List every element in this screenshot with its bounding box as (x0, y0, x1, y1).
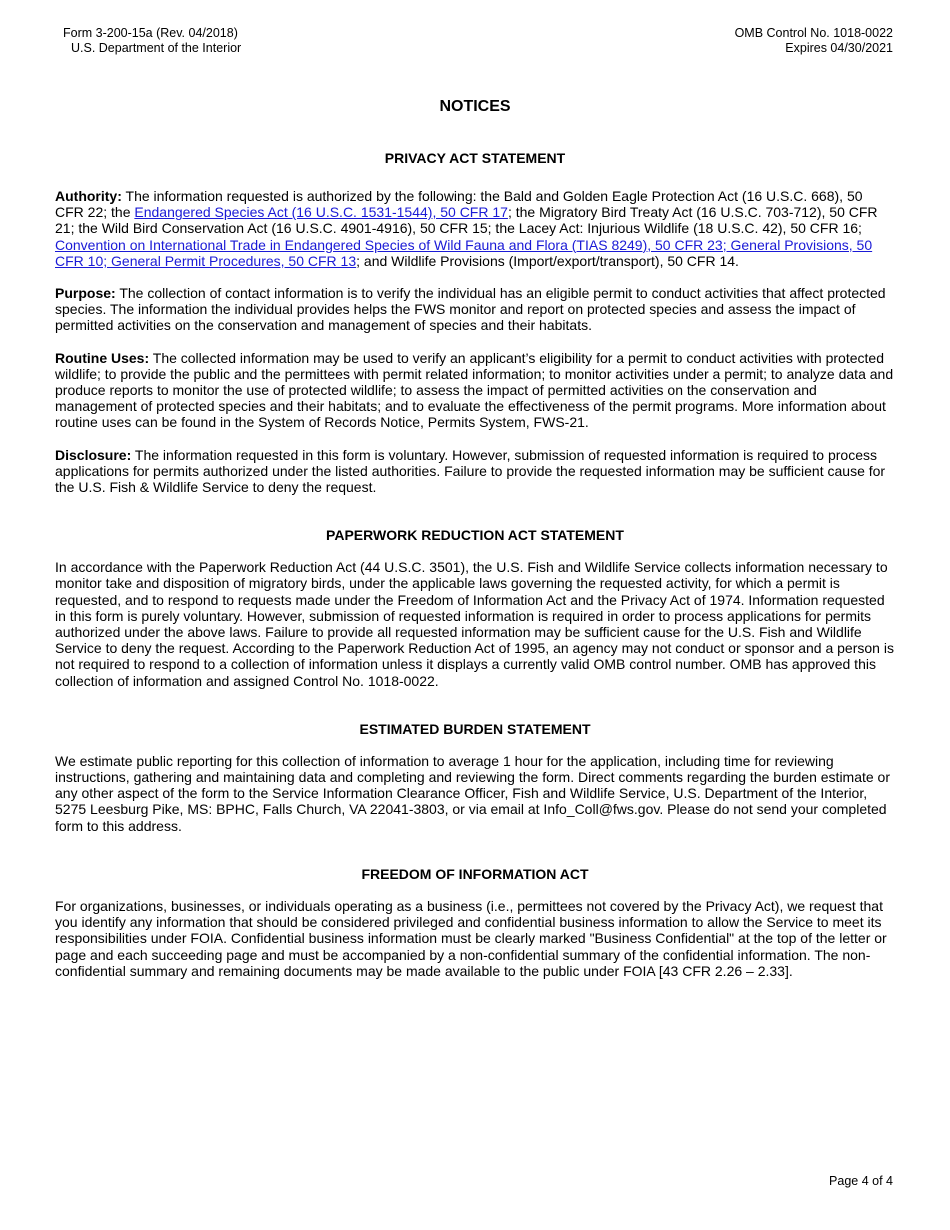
routine-uses-text: The collected information may be used to verify an applicant’s eligibility for a permit to conduct activities with protected wildlife; to provide the public and the permittees with permit related information; to monitor activities under a permit; to analyze data and produce reports to monitor the use of protected wildlife; to assess the impact of permitted activities on the conservation and management of protected species and their habitats; and to evaluate the effectiveness of the permit programs. More information about routine uses can be found in the System of Records Notice, Permits System, FWS-21. (55, 349, 894, 431)
disclosure-label: Disclosure: (55, 446, 132, 463)
page-number: Page 4 of 4 (829, 1174, 893, 1188)
foia-paragraph: For organizations, businesses, or individuals operating as a business (i.e., permittees not covered by the Privacy Act), we request that you identify any information that should be considered privileged and confidential business information to allow the Service to meet its responsibilities under FOIA. Confidential business information must be clearly marked "Business Confidential" at the top of the letter or page and each succeeding page and must be accompanied by a non-confidential summary of the confidential information. The non-confidential summary and remaining documents may be made available to the public under FOIA [43 CFR 2.26 – 2.33]. (55, 897, 887, 979)
omb-control-number: OMB Control No. 1018-0022 (734, 26, 893, 40)
routine-uses-label: Routine Uses: (55, 349, 150, 366)
authority-label: Authority: (55, 188, 122, 204)
paperwork-reduction-paragraph: In accordance with the Paperwork Reduction Act (44 U.S.C. 3501), the U.S. Fish and Wildlife Service collects information necessary to monitor take and disposition of migratory birds, under the applicable laws governing the requested activity, for which a permit is requested, and to respond to requests made under the Freedom of Information Act and the Privacy Act of 1974. Information requested in this form is purely voluntary. However, submission of requested information is required in order to process applications for permits authorized under the above laws. Failure to provide all requested information may be sufficient cause for the U.S. Fish and Wildlife Service to deny the request. According to the Paperwork Reduction Act of 1995, an agency may not conduct or sponsor and a person is not required to respond to a collection of information unless it displays a currently valid OMB control number. OMB has approved this collection of information and assigned Control No. 1018-0022. (55, 559, 894, 689)
estimated-burden-paragraph: We estimate public reporting for this collection of information to average 1 hour for the application, including time for reviewing instructions, gathering and maintaining data and completing and reviewing the form. Direct comments regarding the burden estimate or any other aspect of the form to the Service Information Clearance Officer, Fish and Wildlife Service, U.S. Department of the Interior, 5275 Leesburg Pike, MS: BPHC, Falls Church, VA 22041-3803, or via email at Info_Coll@fws.gov. Please do not send your completed form to this address. (55, 752, 891, 834)
disclosure-paragraph (55, 447, 895, 496)
routine-uses-paragraph (55, 350, 895, 431)
estimated-burden-heading: ESTIMATED BURDEN STATEMENT (359, 720, 591, 737)
cites-convention-link[interactable]: Convention on International Trade in Endangered Species of Wild Fauna and Flora (TIAS 8249), 50 CFR 23; General Provisions, 50 CFR 10; General Permit Procedures, 50 CFR 13 (55, 236, 873, 269)
purpose-label: Purpose: (55, 285, 116, 302)
purpose-paragraph (55, 285, 895, 334)
form-header-left (63, 26, 241, 56)
endangered-species-act-link[interactable]: Endangered Species Act (16 U.S.C. 1531-1544), 50 CFR 17 (134, 204, 508, 221)
page-title: NOTICES (439, 98, 511, 115)
notices-content (55, 150, 895, 979)
department-name: U.S. Department of the Interior (71, 41, 242, 55)
form-number: Form 3-200-15a (Rev. 04/2018) (63, 26, 238, 40)
authority-paragraph (55, 188, 895, 269)
authority-text-3: ; and Wildlife Provisions (Import/export/transport), 50 CFR 14. (356, 252, 739, 269)
authority-text-2: ; the Migratory Bird Treaty Act (16 U.S.C. 703-712), 50 CFR 21; the Wild Bird Conservation Act (16 U.S.C. 4901-4916), 50 CFR 15; the Lacey Act: Injurious Wildlife (18 U.S.C. 42), 50 CFR 16; (55, 204, 878, 237)
purpose-text: The collection of contact information is to verify the individual has an eligible permit to conduct activities that affect protected species. The information the individual provides helps the FWS monitor and report on protected species and assess the impact of permitted activities on the conservation and management of species and their habitats. (55, 285, 886, 334)
disclosure-text: The information requested in this form is voluntary. However, submission of requested information is required to process applications for permits authorized under the listed authorities. Failure to provide the requested information may be sufficient cause for the U.S. Fish & Wildlife Service to deny the request. (55, 446, 886, 496)
authority-text-1: The information requested is authorized by the following: the Bald and Golden Eagle Protection Act (16 U.S.C. 668), 50 CFR 22; the (55, 188, 863, 221)
form-header-right (735, 26, 893, 56)
privacy-act-heading: PRIVACY ACT STATEMENT (384, 150, 566, 166)
foia-heading: FREEDOM OF INFORMATION ACT (361, 865, 589, 882)
expiration-date: Expires 04/30/2021 (785, 41, 893, 55)
paperwork-reduction-heading: PAPERWORK REDUCTION ACT STATEMENT (326, 527, 624, 544)
